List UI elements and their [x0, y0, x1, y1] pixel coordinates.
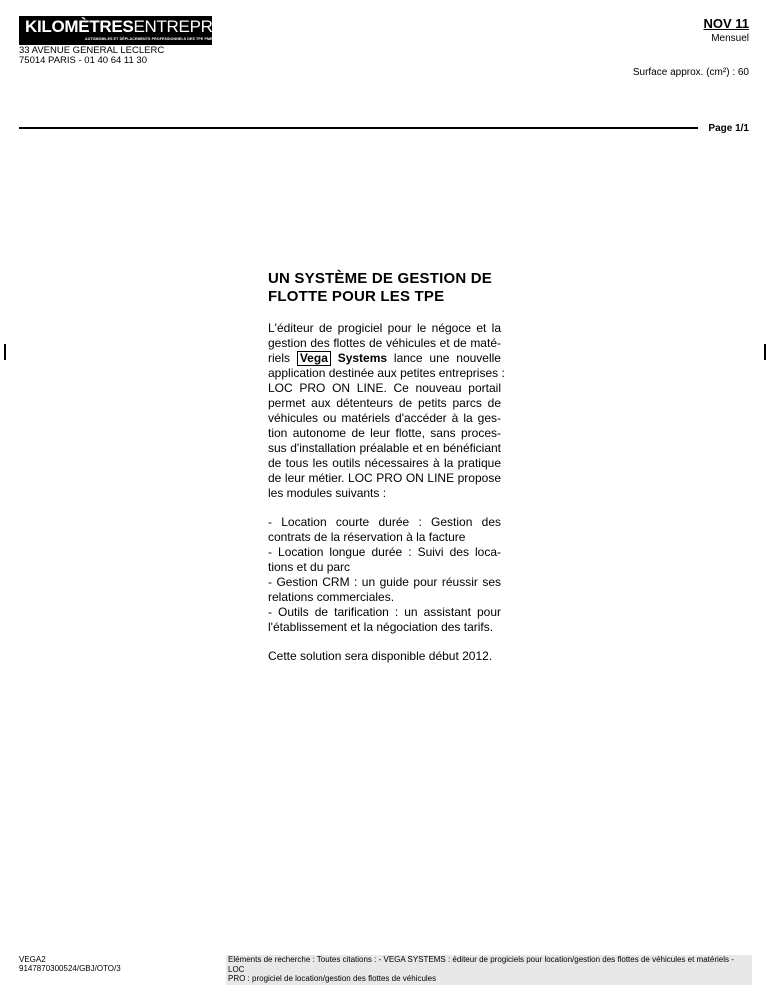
issue-date: NOV 11: [703, 16, 749, 31]
surface-info: Surface approx. (cm²) : 60: [632, 67, 749, 78]
text-line: véhicules ou matériels d'accéder à la ges-: [268, 411, 501, 425]
document-reference: [19, 955, 121, 973]
text-line: contrats de la réservation à la facture: [268, 530, 466, 544]
text-fragment: riels: [268, 351, 291, 365]
logo-title: [25, 17, 239, 37]
text-line: sus d'installation préalable et en bénéficiant: [268, 441, 501, 455]
keywords-line-2: PRO : progiciel de location/gestion des flottes de véhicules: [228, 974, 437, 983]
text-line: - Location courte durée : Gestion des: [268, 515, 501, 529]
logo-light-text: ENTREPRISE: [133, 17, 240, 36]
keywords-line-1: Eléments de recherche : Toutes citations : - VEGA SYSTEMS : éditeur de progiciels pour location/gestion des flottes de véhicules et matériels - LOC: [228, 955, 734, 974]
text-line: gestion des flottes de véhicules et de maté-: [268, 336, 501, 350]
text-fragment: lance une nouvelle: [393, 351, 501, 365]
text-line: - Location longue durée : Suivi des loca-: [268, 545, 501, 559]
logo-bold-text: KILOMÈTRES: [25, 17, 134, 36]
logo-tagline: AUTOMOBILES ET DÉPLACEMENTS PROFESSIONNELS DES TPE PME PMI: [85, 37, 221, 41]
text-line: l'établissement et la négociation des tarifs.: [268, 620, 494, 634]
brand-vega: Vega: [297, 351, 331, 366]
text-line: de tous les outils nécessaires à la pratique: [268, 456, 501, 470]
address-line-2: 75014 PARIS - 01 40 64 11 30: [19, 55, 147, 66]
text-line: application destinée aux petites entreprises :: [268, 366, 505, 380]
reference-line-2: 9147870300524/GBJ/OTO/3: [19, 964, 121, 973]
text-line: LOC PRO ON LINE. Ce nouveau portail: [268, 381, 501, 395]
text-line: [268, 351, 501, 366]
article: [268, 270, 505, 664]
headline-line-2: FLOTTE POUR LES TPE: [268, 288, 445, 305]
brand-systems: Systems: [337, 351, 388, 365]
header-divider: [19, 127, 698, 129]
text-line: - Gestion CRM : un guide pour réussir ses: [268, 575, 501, 589]
text-line: les modules suivants :: [268, 486, 387, 500]
article-headline: [268, 270, 501, 306]
crop-mark-left: [4, 344, 6, 360]
search-keywords: [226, 955, 752, 985]
periodicity: Mensuel: [711, 33, 749, 44]
text-line: tions et du parc: [268, 560, 351, 574]
publication-logo: [19, 16, 240, 45]
text-line: L'éditeur de progiciel pour le négoce et la: [268, 321, 501, 335]
article-closing: Cette solution sera disponible début 2012.: [268, 649, 493, 663]
address-line-1: 33 AVENUE GENERAL LECLERC: [19, 45, 165, 56]
text-line: relations commerciales.: [268, 590, 395, 604]
crop-mark-right: [764, 344, 766, 360]
text-line: permet aux détenteurs de petits parcs de: [268, 396, 501, 410]
publisher-address: [19, 46, 164, 66]
text-line: de leur métier. LOC PRO ON LINE propose: [268, 471, 501, 485]
text-line: - Outils de tarification : un assistant pour: [268, 605, 501, 619]
headline-line-1: UN SYSTÈME DE GESTION DE: [268, 270, 492, 287]
text-line: tion autonome de leur flotte, sans proces-: [268, 426, 501, 440]
page-number: Page 1/1: [708, 123, 749, 134]
reference-line-1: VEGA2: [19, 955, 46, 964]
article-modules: [268, 515, 501, 635]
article-intro: [268, 321, 505, 501]
